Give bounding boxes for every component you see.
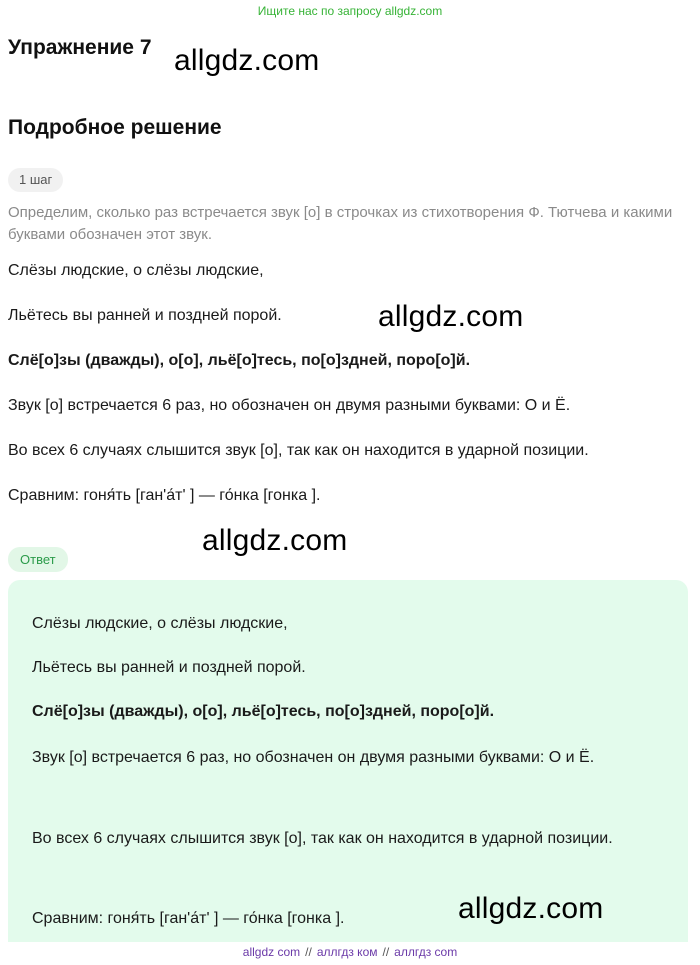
footer-link[interactable]: allgdz com: [242, 945, 301, 959]
footer-separator: //: [305, 945, 312, 959]
answer-badge: Ответ: [8, 547, 68, 572]
answer-line-bold: Слё[о]зы (дважды), о[о], льё[о]тесь, по[о]здней, поро[о]й.: [32, 703, 495, 720]
solution-line: Льётесь вы ранней и поздней порой.: [8, 307, 282, 324]
solution-line: Звук [о] встречается 6 раз, но обозначен он двумя разными буквами: О и Ё.: [8, 397, 571, 414]
footer: [0, 945, 700, 959]
solution-line: Сравним: гоня́ть [ган'а́т' ] — го́нка [гонка ].: [8, 487, 321, 504]
answer-line: Слёзы людские, о слёзы людские,: [32, 615, 288, 632]
watermark: allgdz.com: [174, 44, 320, 77]
answer-line: Звук [о] встречается 6 раз, но обозначен он двумя разными буквами: О и Ё.: [32, 749, 595, 766]
step-badge: 1 шаг: [8, 168, 63, 192]
watermark: allgdz.com: [458, 892, 604, 925]
solution-line: Во всех 6 случаях слышится звук [о], так как он находится в ударной позиции.: [8, 442, 589, 459]
page-title: Упражнение 7: [8, 36, 152, 59]
top-banner[interactable]: Ищите нас по запросу allgdz.com: [257, 4, 443, 18]
step-description: Определим, сколько раз встречается звук [о] в строчках из стихотворения Ф. Тютчева и какими буквами обозначен этот звук.: [8, 204, 673, 243]
answer-box: [8, 580, 688, 942]
solution-line: Слёзы людские, о слёзы людские,: [8, 262, 264, 279]
solution-line-bold: Слё[о]зы (дважды), о[о], льё[о]тесь, по[о]здней, поро[о]й.: [8, 352, 471, 369]
watermark: allgdz.com: [378, 300, 524, 333]
answer-line: Во всех 6 случаях слышится звук [о], так как он находится в ударной позиции.: [32, 830, 613, 847]
watermark: allgdz.com: [202, 524, 348, 557]
solution-title: Подробное решение: [8, 116, 222, 139]
answer-line: Сравним: гоня́ть [ган'а́т' ] — го́нка [гонка ].: [32, 910, 345, 927]
answer-line: Льётесь вы ранней и поздней порой.: [32, 659, 306, 676]
footer-link[interactable]: аллгдз ком: [316, 945, 378, 959]
footer-link[interactable]: аллгдз com: [394, 945, 458, 959]
footer-separator: //: [382, 945, 390, 959]
